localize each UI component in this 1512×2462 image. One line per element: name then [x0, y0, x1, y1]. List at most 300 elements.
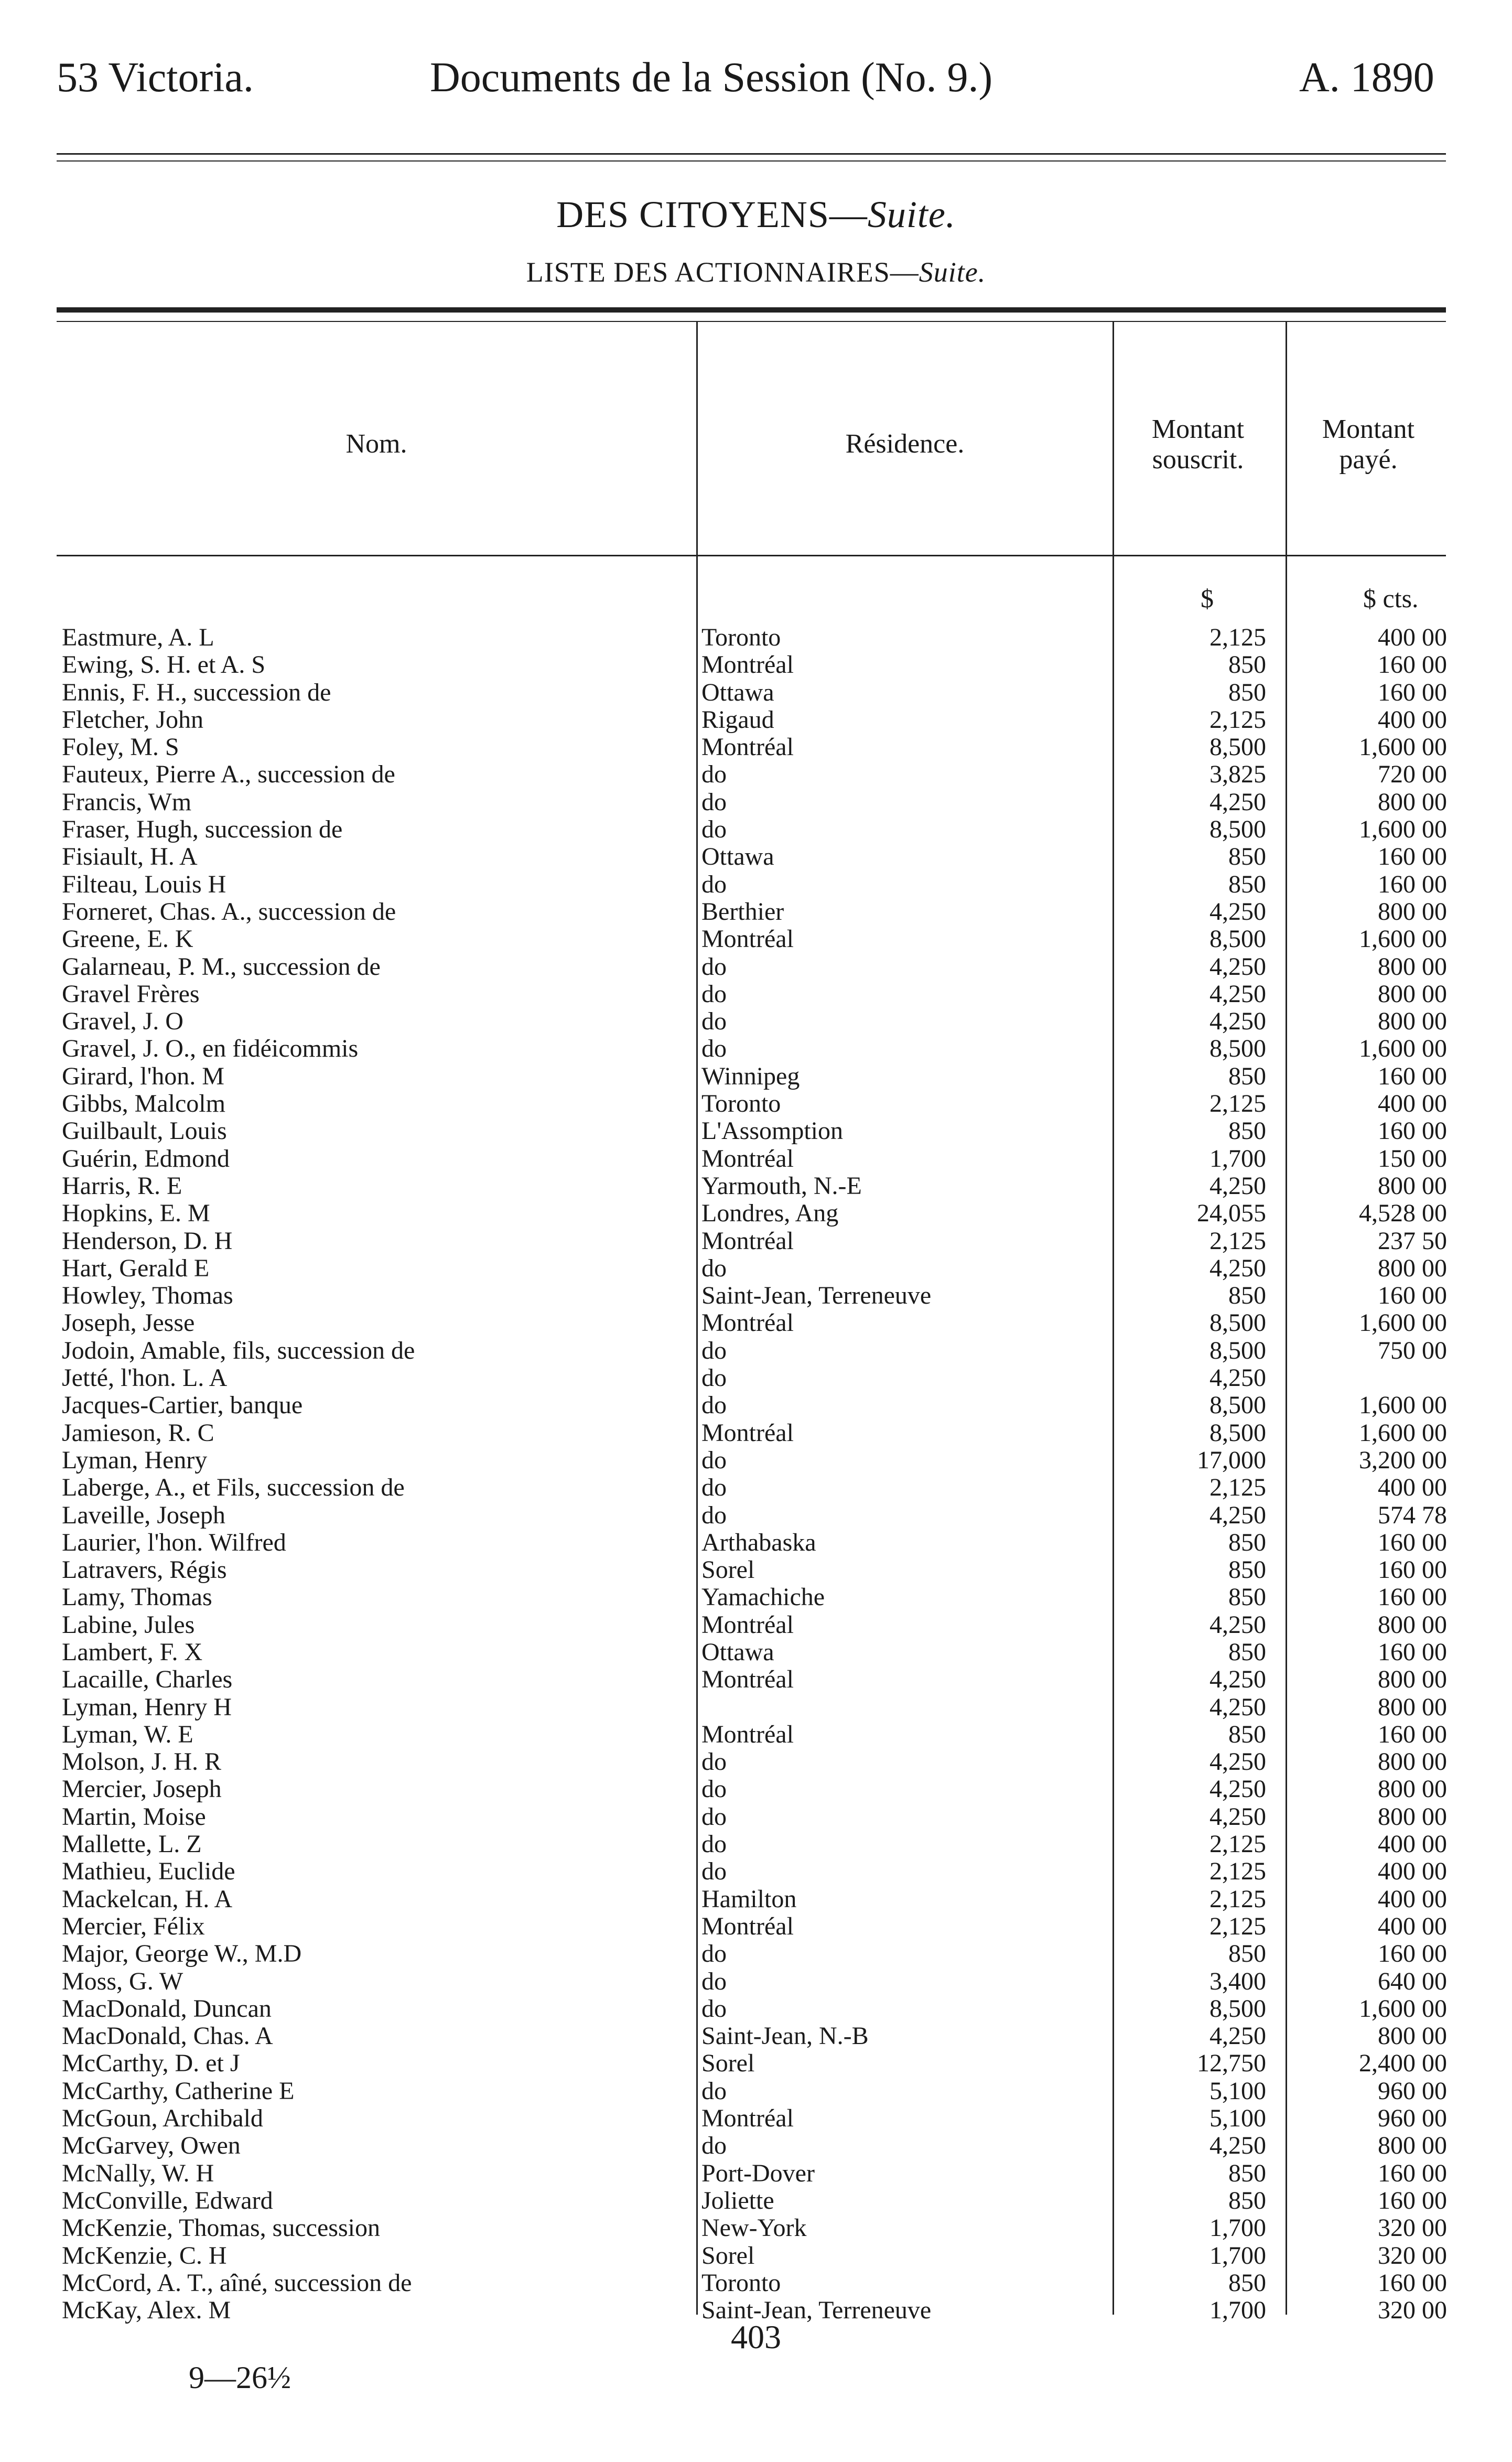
- shareholder-name: Ennis, F. H., succession de: [62, 679, 331, 706]
- table-row: [0, 2078, 1512, 2105]
- shareholder-name: Major, George W., M.D: [62, 1940, 302, 1968]
- shareholder-name: Laberge, A., et Fils, succession de: [62, 1474, 405, 1502]
- residence: do: [701, 980, 727, 1008]
- amount-subscribed: 4,250: [1209, 1666, 1266, 1694]
- table-row: [0, 926, 1512, 953]
- shareholder-name: McGarvey, Owen: [62, 2132, 241, 2160]
- table-row: [0, 2132, 1512, 2159]
- amount-paid: 160 00: [1378, 1940, 1447, 1968]
- amount-subscribed: 850: [1228, 1940, 1266, 1968]
- shareholder-name: McCord, A. T., aîné, succession de: [62, 2269, 412, 2297]
- amount-paid: 1,600 00: [1359, 926, 1447, 953]
- table-row: [0, 1666, 1512, 1693]
- residence: do: [701, 870, 727, 898]
- residence: Saint-Jean, Terreneuve: [701, 1282, 932, 1310]
- amount-paid: 160 00: [1378, 1117, 1447, 1145]
- table-row: [0, 1748, 1512, 1776]
- column-header-subscribed: Montant souscrit.: [1151, 414, 1245, 475]
- amount-paid: 1,600 00: [1359, 734, 1447, 761]
- shareholder-name: Gibbs, Malcolm: [62, 1090, 225, 1118]
- table-row: [0, 1090, 1512, 1117]
- shareholder-name: Gravel Frères: [62, 980, 200, 1008]
- shareholder-name: Jacques-Cartier, banque: [62, 1392, 303, 1420]
- amount-subscribed: 850: [1228, 870, 1266, 898]
- amount-subscribed: 2,125: [1209, 706, 1266, 734]
- amount-paid: 800 00: [1378, 2132, 1447, 2160]
- residence: Montréal: [701, 1227, 794, 1255]
- residence: Joliette: [701, 2187, 774, 2214]
- residence: Montréal: [701, 734, 794, 761]
- amount-paid: 237 50: [1378, 1227, 1447, 1255]
- amount-subscribed: 2,125: [1209, 1227, 1266, 1255]
- residence: do: [701, 788, 727, 816]
- table-row: [0, 1228, 1512, 1255]
- table-row: [0, 1420, 1512, 1447]
- column-header-residence: Résidence.: [845, 429, 965, 459]
- amount-subscribed: 2,125: [1209, 1912, 1266, 1940]
- table-row: [0, 1255, 1512, 1282]
- shareholder-name: Ewing, S. H. et A. S: [62, 651, 266, 679]
- shareholder-name: Laveille, Joseph: [62, 1501, 225, 1529]
- residence: Berthier: [701, 898, 784, 926]
- amount-subscribed: 850: [1228, 2269, 1266, 2297]
- amount-subscribed: 850: [1228, 843, 1266, 871]
- table-row: [0, 1173, 1512, 1200]
- shareholder-name: Eastmure, A. L: [62, 624, 214, 651]
- amount-paid: 800 00: [1378, 980, 1447, 1008]
- shareholder-name: Gravel, J. O., en fidéicommis: [62, 1035, 359, 1063]
- amount-subscribed: 4,250: [1209, 1172, 1266, 1200]
- shareholder-name: Lacaille, Charles: [62, 1666, 233, 1694]
- residence: Montréal: [701, 1419, 794, 1447]
- table-row: [0, 2214, 1512, 2242]
- amount-paid: 2,400 00: [1359, 2050, 1447, 2078]
- amount-subscribed: 850: [1228, 1638, 1266, 1666]
- residence: do: [701, 1940, 727, 1968]
- residence: do: [701, 1337, 727, 1364]
- amount-subscribed: 1,700: [1209, 2214, 1266, 2242]
- shareholder-name: Galarneau, P. M., succession de: [62, 953, 381, 981]
- amount-paid: 800 00: [1378, 788, 1447, 816]
- table-row: [0, 871, 1512, 898]
- amount-paid: 160 00: [1378, 843, 1447, 871]
- amount-subscribed: 850: [1228, 2159, 1266, 2187]
- column-header-name: Nom.: [345, 429, 407, 459]
- residence: do: [701, 1474, 727, 1502]
- residence: Arthabaska: [701, 1529, 816, 1556]
- table-row: [0, 1584, 1512, 1611]
- table-row: [0, 1200, 1512, 1227]
- table-row: [0, 1611, 1512, 1639]
- amount-subscribed: 850: [1228, 2187, 1266, 2214]
- shareholder-name: Molson, J. H. R: [62, 1748, 222, 1776]
- residence: do: [701, 1254, 727, 1282]
- amount-subscribed: 4,250: [1209, 1501, 1266, 1529]
- shareholder-table: [0, 624, 1512, 2324]
- amount-subscribed: 17,000: [1197, 1446, 1266, 1474]
- residence: Londres, Ang: [701, 1200, 839, 1228]
- amount-paid: 160 00: [1378, 2159, 1447, 2187]
- shareholder-name: Latravers, Régis: [62, 1556, 227, 1584]
- amount-subscribed: 8,500: [1209, 1337, 1266, 1364]
- amount-paid: 640 00: [1378, 1968, 1447, 1995]
- amount-subscribed: 8,500: [1209, 816, 1266, 844]
- shareholder-name: McNally, W. H: [62, 2159, 214, 2187]
- table-row: [0, 2023, 1512, 2050]
- amount-subscribed: 850: [1228, 1282, 1266, 1310]
- shareholder-name: McCarthy, D. et J: [62, 2050, 240, 2078]
- residence: New-York: [701, 2214, 807, 2242]
- shareholder-name: McKay, Alex. M: [62, 2297, 231, 2325]
- table-row: [0, 2187, 1512, 2214]
- residence: Montréal: [701, 1611, 794, 1639]
- residence: do: [701, 816, 727, 844]
- amount-paid: 400 00: [1378, 1831, 1447, 1858]
- residence: Montréal: [701, 1309, 794, 1337]
- shareholder-name: Fisiault, H. A: [62, 843, 198, 871]
- amount-paid: 800 00: [1378, 1172, 1447, 1200]
- table-row: [0, 1913, 1512, 1940]
- amount-paid: 400 00: [1378, 1912, 1447, 1940]
- shareholder-name: Fauteux, Pierre A., succession de: [62, 761, 395, 789]
- amount-subscribed: 5,100: [1209, 2077, 1266, 2105]
- shareholder-name: McKenzie, Thomas, succession: [62, 2214, 380, 2242]
- amount-subscribed: 850: [1228, 1556, 1266, 1584]
- shareholder-name: Lamy, Thomas: [62, 1584, 212, 1611]
- residence: do: [701, 1008, 727, 1036]
- residence: do: [701, 1501, 727, 1529]
- table-row: [0, 624, 1512, 651]
- amount-paid: 160 00: [1378, 1556, 1447, 1584]
- residence: Montréal: [701, 2105, 794, 2133]
- amount-subscribed: 4,250: [1209, 1008, 1266, 1036]
- table-row: [0, 1392, 1512, 1419]
- section-title: DES CITOYENS—Suite.: [556, 193, 956, 235]
- residence: Sorel: [701, 2050, 755, 2078]
- amount-subscribed: 850: [1228, 679, 1266, 706]
- residence: do: [701, 1446, 727, 1474]
- header-document-title: Documents de la Session (No. 9.): [430, 55, 993, 101]
- residence: Port-Dover: [701, 2159, 815, 2187]
- shareholder-name: Francis, Wm: [62, 788, 192, 816]
- amount-subscribed: 5,100: [1209, 2105, 1266, 2133]
- residence: do: [701, 2132, 727, 2160]
- amount-subscribed: 12,750: [1197, 2050, 1266, 2078]
- shareholder-name: McCarthy, Catherine E: [62, 2077, 295, 2105]
- amount-subscribed: 850: [1228, 1721, 1266, 1748]
- table-row: [0, 2105, 1512, 2132]
- table-top-rule-thin: [57, 321, 1446, 322]
- amount-subscribed: 1,700: [1209, 1145, 1266, 1173]
- amount-paid: 960 00: [1378, 2077, 1447, 2105]
- amount-paid: 1,600 00: [1359, 1309, 1447, 1337]
- amount-subscribed: 4,250: [1209, 2023, 1266, 2050]
- amount-paid: 800 00: [1378, 1748, 1447, 1776]
- table-row: [0, 1282, 1512, 1309]
- shareholder-name: Lyman, Henry H: [62, 1693, 232, 1721]
- residence: do: [701, 2077, 727, 2105]
- amount-paid: 3,200 00: [1359, 1446, 1447, 1474]
- amount-paid: 400 00: [1378, 1858, 1447, 1886]
- residence: Montréal: [701, 1666, 794, 1694]
- amount-paid: 1,600 00: [1359, 1392, 1447, 1420]
- amount-paid: 1,600 00: [1359, 816, 1447, 844]
- amount-paid: 400 00: [1378, 706, 1447, 734]
- residence: do: [701, 1858, 727, 1886]
- table-row: [0, 1995, 1512, 2023]
- amount-subscribed: 2,125: [1209, 1831, 1266, 1858]
- amount-subscribed: 3,825: [1209, 761, 1266, 789]
- amount-paid: 160 00: [1378, 679, 1447, 706]
- subscribed-unit: $: [1201, 584, 1214, 613]
- shareholder-name: Mathieu, Euclide: [62, 1858, 235, 1886]
- shareholder-name: Forneret, Chas. A., succession de: [62, 898, 396, 926]
- table-row: [0, 1694, 1512, 1721]
- amount-subscribed: 1,700: [1209, 2297, 1266, 2325]
- amount-subscribed: 24,055: [1197, 1200, 1266, 1228]
- residence: do: [701, 1831, 727, 1858]
- amount-subscribed: 4,250: [1209, 1693, 1266, 1721]
- shareholder-name: Greene, E. K: [62, 926, 193, 953]
- table-row: [0, 1940, 1512, 1968]
- amount-paid: 800 00: [1378, 898, 1447, 926]
- table-row: [0, 1364, 1512, 1392]
- header-rule-bottom: [57, 160, 1446, 162]
- residence: Toronto: [701, 2269, 781, 2297]
- amount-subscribed: 2,125: [1209, 1090, 1266, 1118]
- amount-paid: 1,600 00: [1359, 1995, 1447, 2023]
- shareholder-name: Labine, Jules: [62, 1611, 195, 1639]
- amount-paid: 800 00: [1378, 1776, 1447, 1803]
- amount-paid: 160 00: [1378, 1638, 1447, 1666]
- table-row: [0, 1502, 1512, 1529]
- signature-mark: 9—26½: [189, 2360, 291, 2395]
- residence: Ottawa: [701, 843, 774, 871]
- residence: do: [701, 1776, 727, 1803]
- amount-paid: 1,600 00: [1359, 1419, 1447, 1447]
- amount-paid: 150 00: [1378, 1145, 1447, 1173]
- amount-paid: 160 00: [1378, 1721, 1447, 1748]
- residence: Montréal: [701, 1721, 794, 1748]
- amount-subscribed: 4,250: [1209, 898, 1266, 926]
- table-row: [0, 734, 1512, 761]
- shareholder-name: MacDonald, Chas. A: [62, 2023, 273, 2050]
- shareholder-name: Girard, l'hon. M: [62, 1062, 224, 1090]
- amount-subscribed: 3,400: [1209, 1968, 1266, 1995]
- amount-paid: 1,600 00: [1359, 1035, 1447, 1063]
- residence: Hamilton: [701, 1885, 797, 1913]
- shareholder-name: Harris, R. E: [62, 1172, 182, 1200]
- table-row: [0, 1858, 1512, 1885]
- amount-paid: 400 00: [1378, 1474, 1447, 1502]
- residence: do: [701, 1803, 727, 1831]
- amount-subscribed: 4,250: [1209, 1611, 1266, 1639]
- residence: do: [701, 1392, 727, 1420]
- amount-subscribed: 2,125: [1209, 624, 1266, 651]
- table-row: [0, 1721, 1512, 1748]
- amount-paid: 160 00: [1378, 1282, 1447, 1310]
- residence: Ottawa: [701, 679, 774, 706]
- amount-paid: 400 00: [1378, 624, 1447, 651]
- amount-paid: 160 00: [1378, 2187, 1447, 2214]
- amount-subscribed: 850: [1228, 1529, 1266, 1556]
- table-row: [0, 1886, 1512, 1913]
- amount-paid: 960 00: [1378, 2105, 1447, 2133]
- shareholder-name: Lambert, F. X: [62, 1638, 203, 1666]
- shareholder-name: Fraser, Hugh, succession de: [62, 816, 343, 844]
- amount-paid: 160 00: [1378, 651, 1447, 679]
- shareholder-name: Mackelcan, H. A: [62, 1885, 233, 1913]
- amount-subscribed: 4,250: [1209, 1748, 1266, 1776]
- residence: Montréal: [701, 651, 794, 679]
- amount-paid: 4,528 00: [1359, 1200, 1447, 1228]
- shareholder-name: Guérin, Edmond: [62, 1145, 230, 1173]
- residence: Saint-Jean, Terreneuve: [701, 2297, 932, 2325]
- shareholder-name: Moss, G. W: [62, 1968, 183, 1995]
- amount-subscribed: 8,500: [1209, 1392, 1266, 1420]
- amount-subscribed: 8,500: [1209, 1035, 1266, 1063]
- amount-paid: 160 00: [1378, 2269, 1447, 2297]
- table-row: [0, 1474, 1512, 1501]
- amount-paid: 160 00: [1378, 1584, 1447, 1611]
- shareholder-name: Hopkins, E. M: [62, 1200, 210, 1228]
- table-row: [0, 2160, 1512, 2187]
- residence: do: [701, 1035, 727, 1063]
- header-session-year: 53 Victoria.: [57, 55, 254, 101]
- amount-subscribed: 2,125: [1209, 1858, 1266, 1886]
- amount-paid: 800 00: [1378, 1611, 1447, 1639]
- table-row: [0, 1337, 1512, 1364]
- shareholder-name: Jodoin, Amable, fils, succession de: [62, 1337, 415, 1364]
- residence: do: [701, 953, 727, 981]
- amount-subscribed: 4,250: [1209, 953, 1266, 981]
- shareholder-name: Mercier, Félix: [62, 1912, 205, 1940]
- amount-paid: 574 78: [1378, 1501, 1447, 1529]
- amount-subscribed: 2,125: [1209, 1885, 1266, 1913]
- amount-subscribed: 4,250: [1209, 980, 1266, 1008]
- table-row: [0, 843, 1512, 870]
- amount-subscribed: 4,250: [1209, 1254, 1266, 1282]
- amount-subscribed: 850: [1228, 1584, 1266, 1611]
- amount-paid: 160 00: [1378, 1529, 1447, 1556]
- amount-subscribed: 850: [1228, 651, 1266, 679]
- shareholder-name: Guilbault, Louis: [62, 1117, 227, 1145]
- table-row: [0, 1035, 1512, 1062]
- residence: Sorel: [701, 1556, 755, 1584]
- amount-subscribed: 8,500: [1209, 1995, 1266, 2023]
- residence: Toronto: [701, 1090, 781, 1118]
- residence: Montréal: [701, 1145, 794, 1173]
- residence: Sorel: [701, 2242, 755, 2270]
- residence: Yarmouth, N.-E: [701, 1172, 862, 1200]
- amount-subscribed: 2,125: [1209, 1474, 1266, 1502]
- amount-subscribed: 4,250: [1209, 2132, 1266, 2160]
- shareholder-name: Henderson, D. H: [62, 1227, 233, 1255]
- table-row: [0, 1556, 1512, 1584]
- section-subtitle: LISTE DES ACTIONNAIRES—Suite.: [526, 256, 986, 288]
- table-row: [0, 789, 1512, 816]
- residence: L'Assomption: [701, 1117, 843, 1145]
- residence: Rigaud: [701, 706, 774, 734]
- table-row: [0, 1145, 1512, 1173]
- amount-subscribed: 4,250: [1209, 1776, 1266, 1803]
- residence: do: [701, 761, 727, 789]
- residence: Montréal: [701, 926, 794, 953]
- table-row: [0, 898, 1512, 926]
- table-row: [0, 981, 1512, 1008]
- header-volume: A. 1890: [1299, 55, 1434, 101]
- residence: Toronto: [701, 624, 781, 651]
- table-row: [0, 651, 1512, 679]
- amount-paid: 400 00: [1378, 1885, 1447, 1913]
- table-row: [0, 2270, 1512, 2297]
- amount-paid: 800 00: [1378, 1693, 1447, 1721]
- shareholder-name: Fletcher, John: [62, 706, 204, 734]
- paid-unit: $ cts.: [1363, 584, 1419, 613]
- shareholder-name: Gravel, J. O: [62, 1008, 183, 1036]
- amount-paid: 320 00: [1378, 2214, 1447, 2242]
- table-row: [0, 1831, 1512, 1858]
- table-row: [0, 1008, 1512, 1035]
- table-row: [0, 1776, 1512, 1803]
- amount-subscribed: 8,500: [1209, 1309, 1266, 1337]
- shareholder-name: Jamieson, R. C: [62, 1419, 214, 1447]
- amount-paid: 750 00: [1378, 1337, 1447, 1364]
- table-row: [0, 1447, 1512, 1474]
- amount-subscribed: 850: [1228, 1117, 1266, 1145]
- table-row: [0, 679, 1512, 706]
- amount-subscribed: 8,500: [1209, 734, 1266, 761]
- amount-paid: 800 00: [1378, 2023, 1447, 2050]
- shareholder-name: Hart, Gerald E: [62, 1254, 210, 1282]
- table-row: [0, 816, 1512, 843]
- table-row: [0, 1803, 1512, 1831]
- amount-subscribed: 4,250: [1209, 788, 1266, 816]
- table-row: [0, 1639, 1512, 1666]
- residence: do: [701, 1748, 727, 1776]
- amount-paid: 160 00: [1378, 1062, 1447, 1090]
- amount-paid: 160 00: [1378, 870, 1447, 898]
- amount-paid: 800 00: [1378, 953, 1447, 981]
- shareholder-name: Jetté, l'hon. L. A: [62, 1364, 228, 1392]
- amount-paid: 400 00: [1378, 1090, 1447, 1118]
- table-row: [0, 953, 1512, 981]
- page-number: 403: [731, 2318, 781, 2356]
- amount-subscribed: 8,500: [1209, 926, 1266, 953]
- amount-subscribed: 4,250: [1209, 1803, 1266, 1831]
- residence: Montréal: [701, 1912, 794, 1940]
- amount-subscribed: 4,250: [1209, 1364, 1266, 1392]
- shareholder-name: Lyman, W. E: [62, 1721, 193, 1748]
- shareholder-name: Filteau, Louis H: [62, 870, 226, 898]
- shareholder-name: Lyman, Henry: [62, 1446, 208, 1474]
- amount-paid: 320 00: [1378, 2242, 1447, 2270]
- amount-subscribed: 8,500: [1209, 1419, 1266, 1447]
- shareholder-name: Mallette, L. Z: [62, 1831, 202, 1858]
- shareholder-name: Joseph, Jesse: [62, 1309, 195, 1337]
- shareholder-name: Howley, Thomas: [62, 1282, 233, 1310]
- table-top-rule: [57, 307, 1446, 313]
- table-row: [0, 1529, 1512, 1556]
- amount-paid: 800 00: [1378, 1803, 1447, 1831]
- residence: Saint-Jean, N.-B: [701, 2023, 869, 2050]
- amount-paid: 720 00: [1378, 761, 1447, 789]
- amount-subscribed: 850: [1228, 1062, 1266, 1090]
- amount-paid: 800 00: [1378, 1666, 1447, 1694]
- amount-paid: 800 00: [1378, 1254, 1447, 1282]
- residence: do: [701, 1995, 727, 2023]
- amount-paid: 320 00: [1378, 2297, 1447, 2325]
